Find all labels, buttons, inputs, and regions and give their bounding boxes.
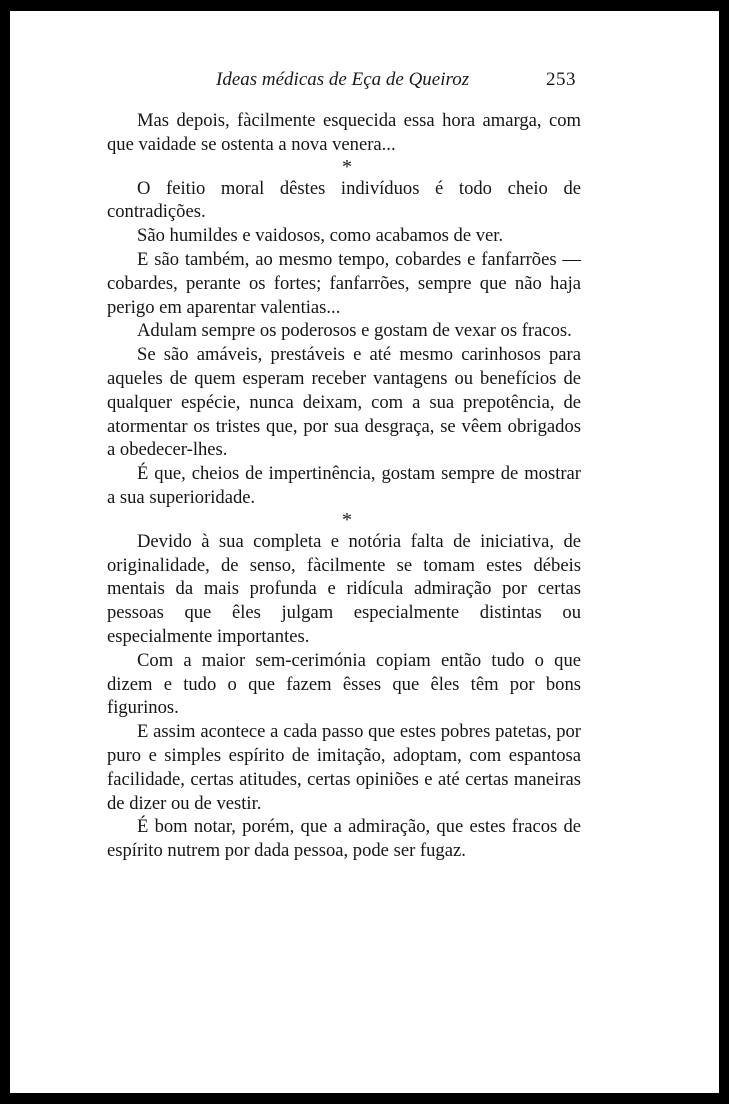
paragraph: São humildes e vaidosos, como acabamos de ver. [137,225,504,247]
paragraph: Mas depois, fàcilmente esquecida essa hora amarga, com que vaidade se ostenta a nova venera... [107,110,581,155]
paragraph: É que, cheios de impertinência, gostam sempre de mostrar a sua superioridade. [107,463,581,508]
paragraph: Devido à sua completa e notória falta de iniciativa, de originalidade, de senso, fàcilmente se tomam estes débeis mentais da mais profunda e ridícula admiração por certas pessoas que êles julgam especialmente distintas ou especialmente importantes. [107,530,581,647]
page-number: 253 [546,69,576,90]
paragraph: E são também, ao mesmo tempo, cobardes e fanfarrões — cobardes, perante os fortes; fanfarrões, sempre que não haja perigo em aparentar valentias... [107,248,581,318]
section-separator: * [342,508,352,531]
section-separator: * [342,155,352,178]
paragraph: O feitio moral dêstes indivíduos é todo cheio de contradições. [107,177,581,223]
paragraph: É bom notar, porém, que a admiração, que estes fracos de espírito nutrem por dada pessoa, pode ser fugaz. [107,816,581,862]
paragraph: Adulam sempre os poderosos e gostam de vexar os fracos. [137,320,572,342]
paragraph: Se são amáveis, prestáveis e até mesmo carinhosos para aqueles de quem esperam receber vantagens ou benefícios de qualquer espécie, nunca deixam, com a sua prepotência, de atormentar os tristes que, por sua desgraça, se vêem obrigados a obedecer-lhes. [107,344,581,461]
page-header [10,69,719,97]
running-title: Ideas médicas de Eça de Queiroz [216,69,470,90]
page-body [107,109,581,863]
book-page [10,11,719,1093]
paragraph: Com a maior sem-cerimónia copiam então tudo o que dizem e tudo o que fazem êsses que êles têm por bons figurinos. [107,649,581,719]
paragraph: E assim acontece a cada passo que estes pobres patetas, por puro e simples espírito de imitação, adoptam, com espantosa facilidade, certas atitudes, certas opiniões e até certas maneiras de dizer ou de vestir. [107,721,581,814]
